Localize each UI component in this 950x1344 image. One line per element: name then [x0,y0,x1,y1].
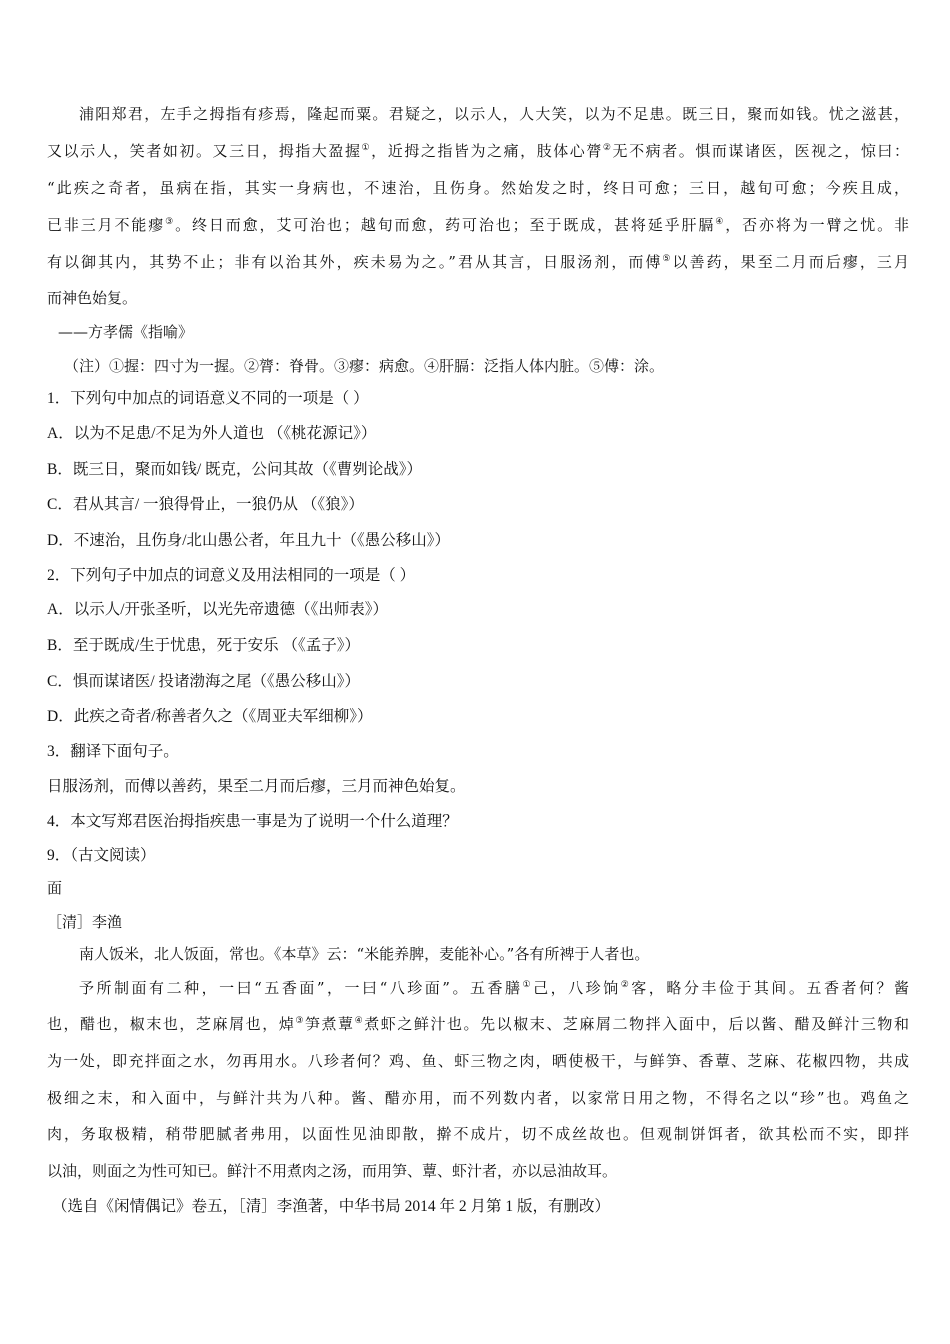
passage2-line-7: 以油，则面之为性可知已。鲜汁不用煮肉之汤，而用笋、蕈、虾汁者，亦以忌油故耳。 [47,1162,618,1180]
passage2-line-2: 予所制面有二种，一曰“五香面”，一曰“八珍面”。五香膳①己，八珍饷②客，略分丰俭于其间。五香者何？酱 [79,979,909,997]
question-2: 2．下列句子中加点的词意义及用法相同的一项是（ ） [47,567,416,584]
passage1-source: ——方孝儒《指喻》 [58,323,194,341]
passage2-source: （选自《闲情偶记》卷五，［清］李渔著，中华书局 2014 年 2 月第 1 版，有删改） [52,1198,611,1215]
question-1-option-d: D．不速治，且伤身/北山愚公者，年且九十（《愚公移山》） [47,532,451,549]
question-1-option-b: B．既三日，聚而如钱/ 既克，公问其故（《曹刿论战》） [47,461,423,478]
question-1-option-a: A．以为不足患/不足为外人道也 （《桃花源记》） [47,425,377,442]
question-2-option-b: B．至于既成/生于忧患，死于安乐 （《孟子》） [47,637,361,654]
question-3-sentence: 日服汤剂，而傅以善药，果至二月而后瘳，三月而神色始复。 [47,778,466,795]
passage2-title: 面 [47,879,63,897]
passage2-line-6: 肉，务取极精，稍带肥腻者弗用，以面性见油即散，擀不成片，切不成丝故也。但观制饼饵者，欲其松而不实，即拌 [47,1125,909,1143]
passage1-line-6: 而神色始复。 [47,289,138,307]
passage2-author: ［清］李渔 [47,913,123,931]
question-2-option-d: D．此疾之奇者/称善者久之（《周亚夫军细柳》） [47,708,373,725]
passage2-line-5: 极细之末，和入面中，与鲜汁共为八种。酱、醋亦用，而不列数内者，以家常日用之物，不得名之以“珍”也。鸡鱼之 [47,1089,909,1107]
question-9-heading: 9．（古文阅读） [47,847,156,864]
question-1: 1．下列句中加点的词语意义不同的一项是（ ） [47,390,369,407]
question-2-option-c: C．惧而谋诸医/ 投诸渤海之尾（《愚公移山》） [47,673,361,690]
passage1-note: （注）①握：四寸为一握。②膂：脊骨。③瘳：病愈。④肝膈：泛指人体内脏。⑤傅：涂。 [64,357,665,375]
question-1-option-c: C．君从其言/ 一狼得骨止，一狼仍从 （《狼》） [47,496,364,513]
passage2-line-3: 也，醋也，椒末也，芝麻屑也，焯③笋煮蕈④煮虾之鲜汁也。先以椒末、芝麻屑二物拌入面中，后以酱、醋及鲜汁三物和 [47,1015,909,1033]
passage1-line-3: “此疾之奇者，虽病在指，其实一身病也，不速治，且伤身。然始发之时，终日可愈；三日，越旬可愈；今疾且成， [47,179,909,197]
passage2-line-4: 为一处，即充拌面之水，勿再用水。八珍者何？鸡、鱼、虾三物之肉，晒使极干，与鲜笋、香蕈、芝麻、花椒四物，共成 [47,1052,909,1070]
passage2-line-1: 南人饭米，北人饭面，常也。《本草》云：“米能养脾，麦能补心。”各有所裨于人者也。 [79,945,650,963]
question-3: 3．翻译下面句子。 [47,743,179,760]
passage1-line-5: 有以御其内，其势不止；非有以治其外，疾未易为之。”君从其言，日服汤剂，而傅⑤以善药，果至二月而后瘳，三月 [47,253,909,271]
passage1-line-4: 已非三月不能瘳③。终日而愈，艾可治也；越旬而愈，药可治也；至于既成，甚将延乎肝膈④，否亦将为一臂之忧。非 [47,216,909,234]
passage1-line-1: 浦阳郑君，左手之拇指有疹焉，隆起而粟。君疑之，以示人，人大笑，以为不足患。既三日，聚而如钱。忧之滋甚， [79,105,909,123]
question-2-option-a: A．以示人/开张圣听，以光先帝遗德（《出师表》） [47,601,389,618]
question-4: 4．本文写郑君医治拇指疾患一事是为了说明一个什么道理？ [47,813,458,830]
passage1-line-2: 又以示人，笑者如初。又三日，拇指大盈握①，近拇之指皆为之痛，肢体心膂②无不病者。惧而谋诸医，医视之，惊曰： [47,142,909,160]
